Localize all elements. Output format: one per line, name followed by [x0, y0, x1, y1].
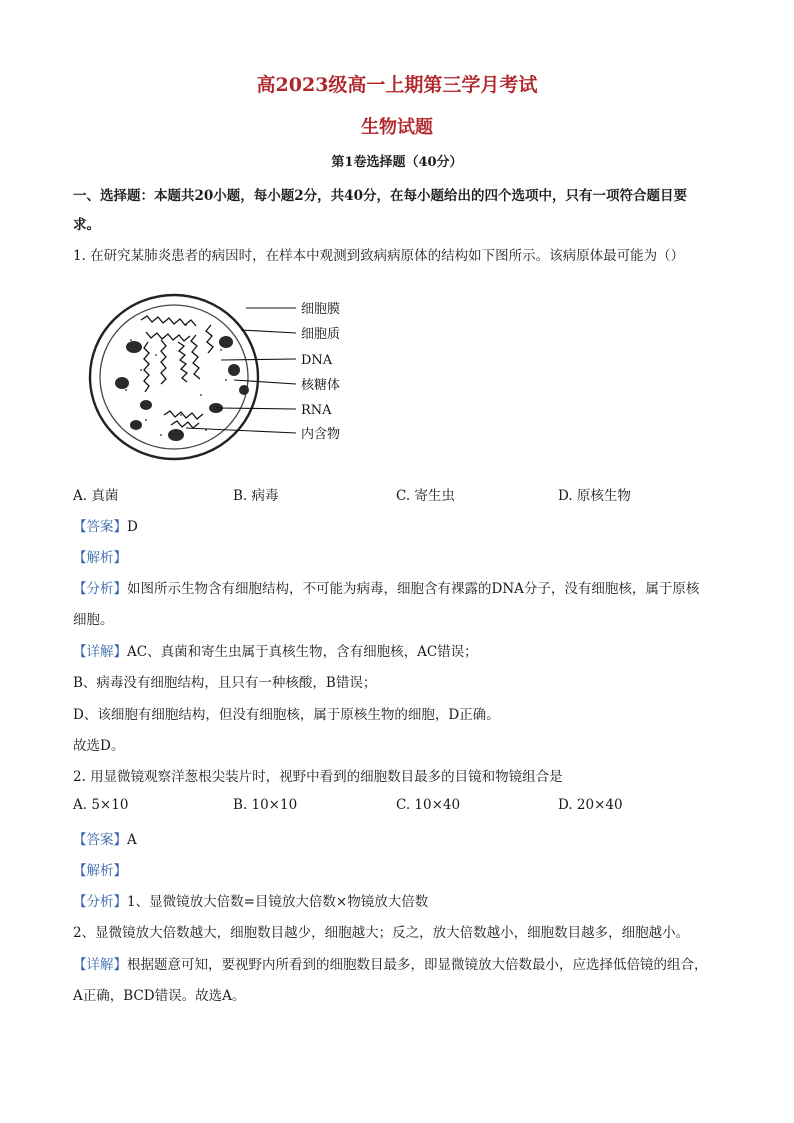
- q2-option-d[interactable]: D. 20×40: [558, 797, 623, 813]
- answer-tag: 【答案】: [73, 832, 127, 848]
- subject-title: 生物试题: [361, 117, 433, 138]
- instructions-line-2: 求。: [73, 217, 100, 233]
- cell-diagram: [86, 280, 386, 470]
- q1-option-a[interactable]: A. 真菌: [73, 488, 119, 504]
- label-rna: RNA: [301, 403, 332, 418]
- q1-conclusion: 故选D。: [73, 738, 125, 754]
- label-inclusion: 内含物: [301, 427, 341, 442]
- q2-option-a[interactable]: A. 5×10: [73, 797, 129, 813]
- detail-tag: 【详解】: [73, 644, 127, 660]
- detail-tag: 【详解】: [73, 957, 127, 973]
- q1-stem: 1. 在研究某肺炎患者的病因时，在样本中观测到致病病原体的结构如下图所示。该病原体最可能为（）: [73, 248, 685, 264]
- answer-value: D: [127, 519, 138, 535]
- q2-stem: 2. 用显微镜观察洋葱根尖装片时，视野中看到的细胞数目最多的目镜和物镜组合是: [73, 769, 563, 785]
- q2-option-c[interactable]: C. 10×40: [396, 797, 461, 813]
- fenxi-tag: 【分析】: [73, 581, 127, 597]
- fenxi-tag: 【分析】: [73, 894, 127, 910]
- q1-detail-2: B、病毒没有细胞结构，且只有一种核酸，B错误；: [73, 675, 377, 691]
- q1-fenxi-2: 细胞。: [73, 612, 114, 628]
- q2-detail-1: [73, 953, 733, 973]
- q1-option-c[interactable]: C. 寄生虫: [396, 488, 455, 504]
- q2-fenxi-2: 2、显微镜放大倍数越大，细胞数目越少，细胞越大；反之，放大倍数越小，细胞数目越多，细胞越小。: [73, 925, 690, 941]
- label-cytoplasm: 细胞质: [301, 327, 341, 342]
- cell-membrane: [100, 305, 248, 449]
- cytoplasm-dots: [125, 324, 227, 436]
- q1-answer: [73, 515, 733, 535]
- q1-fenxi-1: [73, 577, 733, 597]
- q1-detail-1: [73, 640, 733, 660]
- label-dna: DNA: [301, 353, 333, 368]
- fenxi-text: 1、显微镜放大倍数=目镜放大倍数×物镜放大倍数: [127, 894, 429, 910]
- q2-option-b[interactable]: B. 10×10: [233, 797, 298, 813]
- label-ribosome: 核糖体: [301, 378, 341, 393]
- q1-option-d[interactable]: D. 原核生物: [558, 488, 631, 504]
- section-heading: 第1卷选择题（40分）: [331, 155, 463, 170]
- q2-analysis-tag: 【解析】: [73, 863, 127, 879]
- dna-coils: [141, 316, 213, 428]
- detail-text: AC、真菌和寄生虫属于真核生物，含有细胞核，AC错误；: [127, 644, 478, 660]
- q1-option-b[interactable]: B. 病毒: [233, 488, 279, 504]
- q1-detail-3: D、该细胞有细胞结构，但没有细胞核，属于原核生物的细胞，D正确。: [73, 707, 500, 723]
- exam-title: 高2023级高一上期第三学月考试: [256, 74, 538, 96]
- label-membrane: 细胞膜: [301, 302, 341, 317]
- q2-answer: [73, 828, 733, 848]
- answer-tag: 【答案】: [73, 519, 127, 535]
- instructions-line-1: 一、选择题：本题共20小题，每小题2分，共40分，在每小题给出的四个选项中，只有一项符合题目要: [73, 188, 687, 204]
- q1-analysis-tag: 【解析】: [73, 550, 127, 566]
- detail-text: 根据题意可知，要视野内所看到的细胞数目最多，即显微镜放大倍数最小，应选择低倍镜的组合，: [127, 957, 708, 973]
- q2-fenxi-1: [73, 890, 733, 910]
- fenxi-text: 如图所示生物含有细胞结构，不可能为病毒，细胞含有裸露的DNA分子，没有细胞核，属于原核: [127, 581, 700, 597]
- answer-value: A: [127, 832, 137, 848]
- q2-detail-2: A正确，BCD错误。故选A。: [73, 988, 246, 1004]
